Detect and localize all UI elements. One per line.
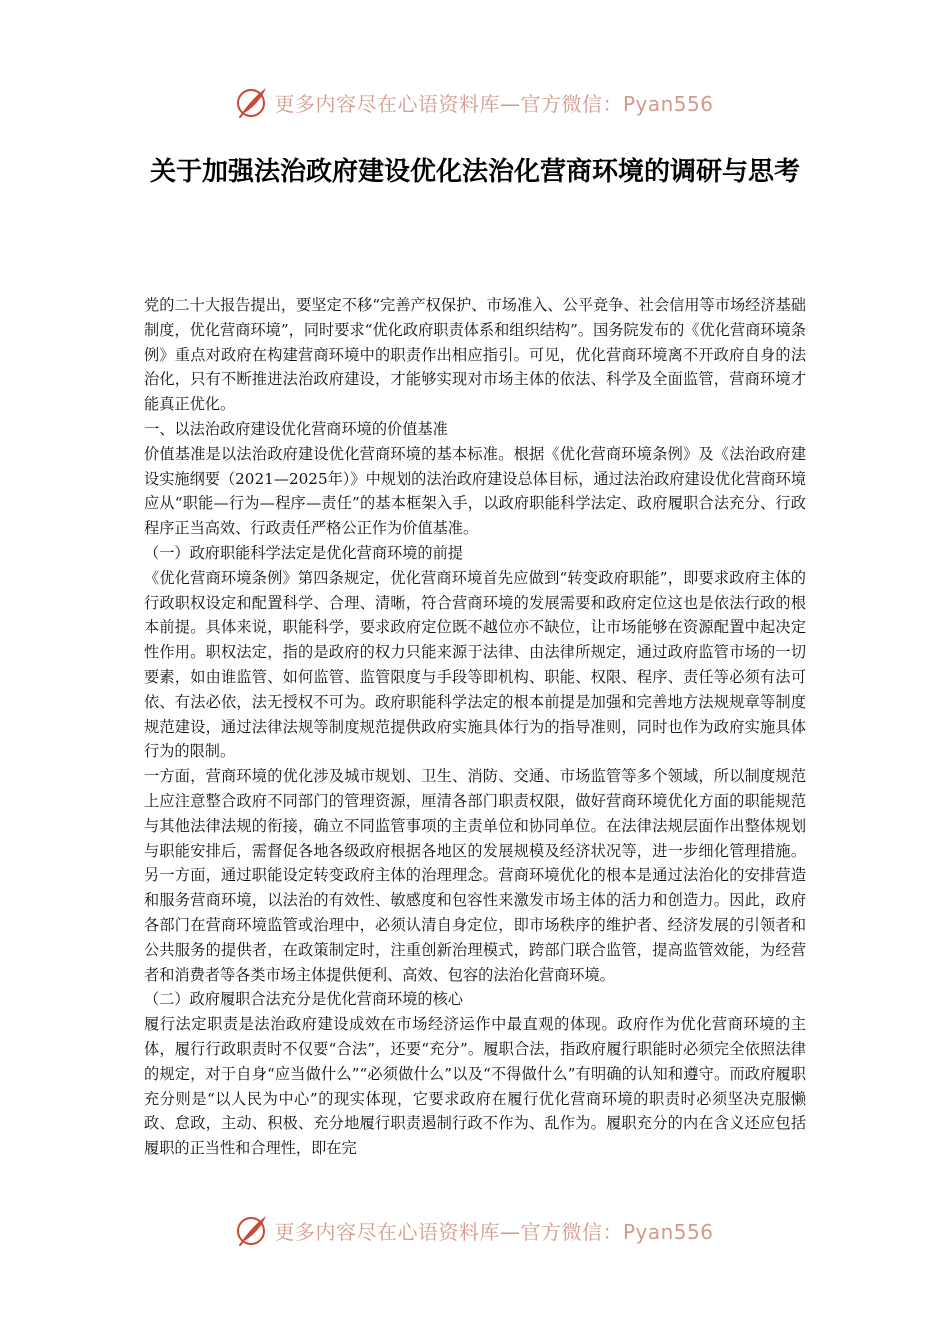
header-banner xyxy=(0,82,950,122)
document-title: 关于加强法治政府建设优化法治化营商环境的调研与思考 xyxy=(149,157,800,187)
subsection-heading-2: （二）政府履职合法充分是优化营商环境的核心 xyxy=(144,990,463,1009)
paragraph-duties: 履行法定职责是法治政府建设成效在市场经济运作中最直观的体现。政府作为优化营商环境的主体，履行行政职责时不仅要“合法”，还要“充分”。履职合法，指政府履行职能时必须完全依照法律的规定，对于自身“应当做什么”“必须做什么”以及“不得做什么”有明确的认知和遵守。而政府履职充分则是“以人民为中心”的现实体现，它要求政府在履行优化营商环境的职责时必须坚决克服懒政、怠政，主动、积极、充分地履行职责遏制行政不作为、乱作为。履职充分的内在含义还应包括履职的正当性和合理性，即在完 xyxy=(144,1015,806,1158)
footer-banner xyxy=(0,1210,950,1250)
subsection-heading-1: （一）政府职能科学法定是优化营商环境的前提 xyxy=(144,543,463,562)
paragraph-on-one-hand: 一方面，营商环境的优化涉及城市规划、卫生、消防、交通、市场监管等多个领域，所以制度规范上应注意整合政府不同部门的管理资源，厘清各部门职责权限，做好营商环境优化方面的职能规范与其他法律法规的衔接，确立不同监管事项的主责单位和协同单位。在法律法规层面作出整体规划与职能安排后，需督促各地各级政府根据各地区的发展规模及经济状况等，进一步细化管理措施。另一方面，通过职能设定转变政府主体的治理理念。营商环境优化的根本是通过法治化的安排营造和服务营商环境，以法治的有效性、敏感度和包容性来激发市场主体的活力和创造力。因此，政府各部门在营商环境监管或治理中，必须认清自身定位，即市场秩序的维护者、经济发展的引领者和公共服务的提供者，在政策制定时，注重创新治理模式，跨部门联合监管，提高监管效能，为经营者和消费者等各类市场主体提供便利、高效、包容的法治化营商环境。 xyxy=(144,767,806,984)
section-heading-1: 一、以法治政府建设优化营商环境的价值基准 xyxy=(144,419,448,438)
header-banner-text: 更多内容尽在心语资料库—官方微信：Pyan556 xyxy=(274,91,714,116)
paragraph-value-basis: 价值基准是以法治政府建设优化营商环境的基本标准。根据《优化营商环境条例》及《法治政府建设实施纲要（2021—2025年）》中规划的法治政府建设总体目标，通过法治政府建设优化营商环境应从“职能—行为—程序—责任”的基本框架入手，以政府职能科学法定、政府履职合法充分、行政程序正当高效、行政责任严格公正作为价值基准。 xyxy=(144,444,807,538)
paragraph-functions: 《优化营商环境条例》第四条规定，优化营商环境首先应做到“转变政府职能”，即要求政府主体的行政职权设定和配置科学、合理、清晰，符合营商环境的发展需要和政府定位这也是依法行政的根本前提。具体来说，职能科学，要求政府定位既不越位亦不缺位，让市场能够在资源配置中起决定性作用。职权法定，指的是政府的权力只能来源于法律、由法律所规定，通过政府监管市场的一切要素，如由谁监管、如何监管、监管限度与手段等即机构、职能、权限、程序、责任等必须有法可依、有法必依，法无授权不可为。政府职能科学法定的根本前提是加强和完善地方法规规章等制度规范建设，通过法律法规等制度规范提供政府实施具体行为的指导准则，同时也作为政府实施具体行为的限制。 xyxy=(144,568,806,761)
paragraph-intro: 党的二十大报告提出，要坚定不移“完善产权保护、市场准入、公平竞争、社会信用等市场经济基础制度，优化营商环境”，同时要求“优化政府职责体系和组织结构”。国务院发布的《优化营商环境条例》重点对政府在构建营商环境中的职责作出相应指引。可见，优化营商环境离不开政府自身的法治化，只有不断推进法治政府建设，才能够实现对市场主体的依法、科学及全面监管，营商环境才能真正优化。 xyxy=(144,296,806,414)
quill-pen-logo-icon xyxy=(236,1213,270,1247)
quill-pen-logo-icon xyxy=(236,85,270,119)
footer-banner-text: 更多内容尽在心语资料库—官方微信：Pyan556 xyxy=(274,1219,714,1244)
document-body xyxy=(144,293,806,1161)
